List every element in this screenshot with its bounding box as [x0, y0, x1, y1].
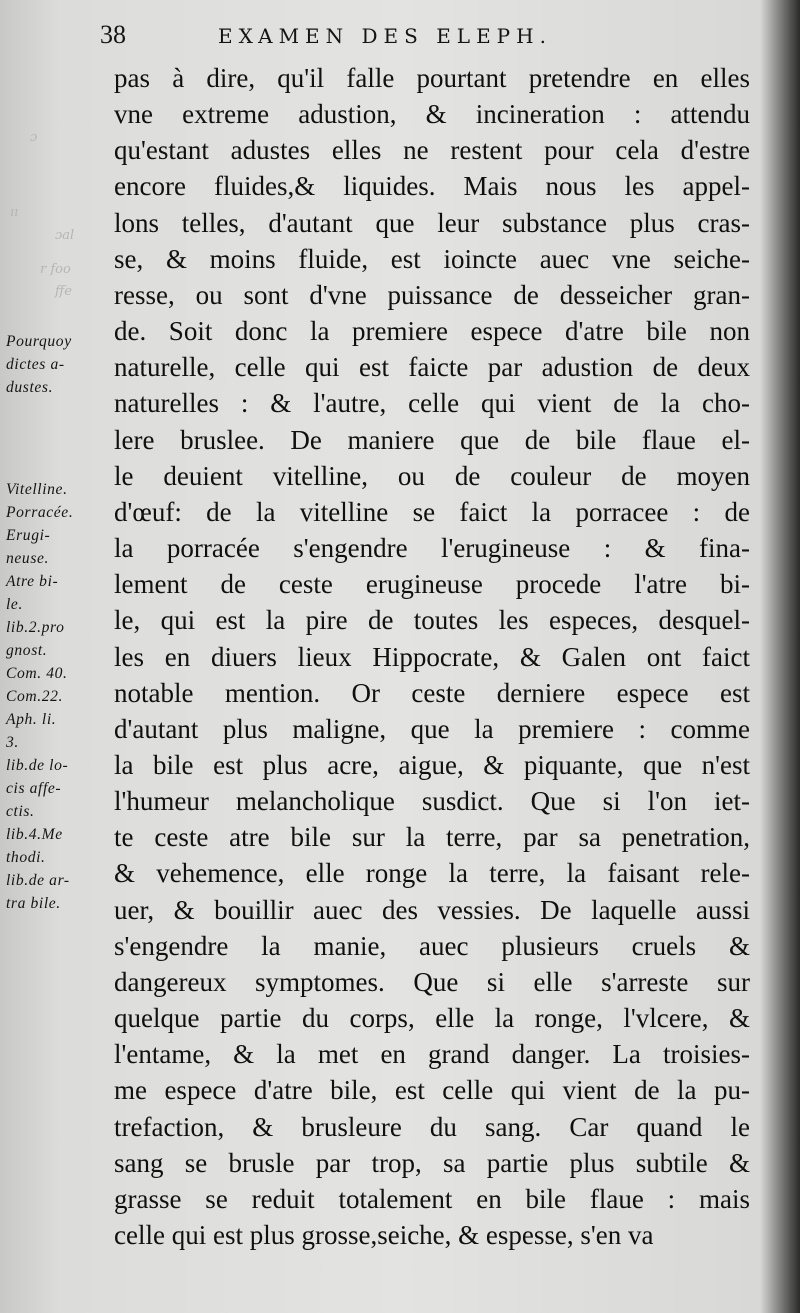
text-line: d'autant plus maligne, que la premiere : comme	[114, 713, 750, 744]
margin-note: Porracée.	[6, 504, 74, 521]
margin-note: Atre bi-	[6, 573, 59, 590]
margin-note: thodi.	[6, 849, 46, 866]
margin-note: ctis.	[6, 803, 35, 820]
body-text	[114, 60, 750, 1253]
margin-spacer	[6, 445, 110, 468]
margin-note: dictes a-	[6, 356, 65, 373]
text-line: notable mention. Or ceste derniere espece est	[114, 677, 750, 708]
text-line: uer, & bouillir auec des vessies. De laquelle aussi	[114, 894, 750, 925]
text-line: sang se brusle par trop, sa partie plus subtile &	[114, 1147, 750, 1178]
running-title: EXAMEN DES ELEPH.	[218, 24, 552, 48]
margin-note: Com.22.	[6, 688, 64, 705]
text-line: s'engendre la manie, auec plusieurs cruels &	[114, 930, 750, 961]
text-line: dangereux symptomes. Que si elle s'arreste sur	[114, 966, 750, 997]
text-line: de. Soit donc la premiere espece d'atre bile non	[114, 316, 750, 347]
text-line: la porracée s'engendre l'erugineuse : & fina-	[114, 533, 750, 564]
text-line: qu'estant adustes elles ne restent pour cela d'estre	[114, 135, 750, 166]
text-line: encore fluides,& liquides. Mais nous les appel-	[114, 171, 750, 202]
text-line: celle qui est plus grosse,seiche, & espesse, s'en va	[114, 1220, 654, 1250]
margin-note: dustes.	[6, 379, 54, 396]
text-line: resse, ou sont d'vne puissance de desseicher gran-	[114, 279, 750, 310]
text-line: lement de ceste erugineuse procede l'atre bi-	[114, 569, 750, 600]
text-line: pas à dire, qu'il falle pourtant pretendre en elles	[114, 63, 750, 93]
text-line: naturelle, celle qui est faicte par adustion de deux	[114, 352, 750, 383]
margin-note: le.	[6, 596, 23, 613]
text-line: la bile est plus acre, aigue, & piquante, que n'est	[114, 749, 750, 780]
margin-note: Pourquoy	[6, 333, 72, 350]
text-line: me espece d'atre bile, est celle qui vient de la pu-	[114, 1075, 750, 1106]
text-line: l'entame, & la met en grand danger. La troisies-	[114, 1039, 750, 1070]
margin-note: Com. 40.	[6, 665, 68, 682]
text-line: se, & moins fluide, est ioincte auec vne seiche-	[114, 243, 750, 274]
margin-notes	[6, 330, 110, 915]
text-line: le, qui est la pire de toutes les especes, desquel-	[114, 605, 750, 636]
margin-note: lib.4.Me	[6, 826, 63, 843]
margin-note: lib.2.pro	[6, 619, 65, 636]
text-line: naturelles : & l'autre, celle qui vient de la cho-	[114, 388, 750, 419]
show-through-text: ɔ ıı ɔal r foo ffe	[10, 130, 75, 299]
margin-spacer	[6, 422, 110, 445]
page-number: 38	[100, 20, 126, 49]
text-line: d'œuf: de la vitelline se faict la porracee : de	[114, 496, 750, 527]
margin-note: tra bile.	[6, 895, 61, 912]
text-line: le deuient vitelline, ou de couleur de moyen	[114, 460, 750, 491]
text-line: grasse se reduit totalement en bile flaue : mais	[114, 1183, 750, 1214]
margin-note: Aph. li.	[6, 711, 57, 728]
text-line: lere bruslee. De maniere que de bile flaue el-	[114, 424, 750, 455]
margin-spacer	[6, 399, 110, 422]
text-line: lons telles, d'autant que leur substance plus cras-	[114, 207, 750, 238]
text-line: l'humeur melancholique susdict. Que si l'on iet-	[114, 786, 750, 817]
margin-note: lib.de ar-	[6, 872, 70, 889]
margin-note: Vitelline.	[6, 481, 68, 498]
text-line: trefaction, & brusleure du sang. Car quand le	[114, 1111, 750, 1142]
margin-note: cis affe-	[6, 780, 62, 797]
text-line: & vehemence, elle ronge la terre, la faisant rele-	[114, 858, 750, 889]
text-line: les en diuers lieux Hippocrate, & Galen ont faict	[114, 641, 750, 672]
text-line: te ceste atre bile sur la terre, par sa penetration,	[114, 822, 750, 853]
margin-note: 3.	[6, 734, 19, 751]
margin-note: gnost.	[6, 642, 48, 659]
margin-note: lib.de lo-	[6, 757, 69, 774]
margin-note: neuse.	[6, 550, 50, 567]
margin-note: Erugi-	[6, 527, 51, 544]
text-line: vne extreme adustion, & incineration : attendu	[114, 99, 750, 130]
text-line: quelque partie du corps, elle la ronge, l'vlcere, &	[114, 1003, 750, 1034]
running-head	[100, 20, 660, 54]
